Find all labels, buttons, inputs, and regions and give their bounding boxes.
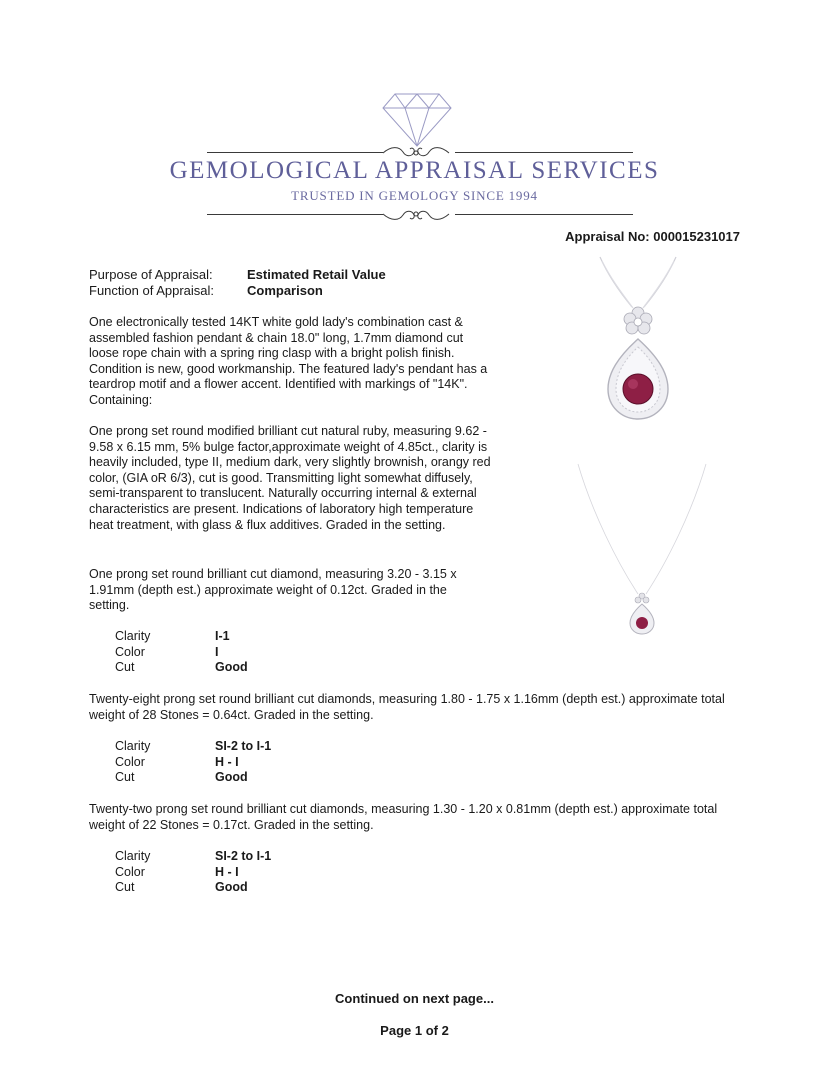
center-diamond-description: One prong set round brilliant cut diamond, measuring 3.20 - 3.15 x 1.91mm (depth est.) approximate weight of 0.12ct. Graded in the setting. [89,567,457,613]
diamond-logo-icon [381,90,453,148]
color-value: H - I [215,864,239,879]
header-rule-top-right [455,152,633,153]
organization-name: GEMOLOGICAL APPRAISAL SERVICES [169,157,660,184]
cut-value: Good [215,770,248,785]
page-number: Page 1 of 2 [380,1023,449,1038]
cut-value: Good [215,660,248,675]
clarity-label: Clarity [115,849,151,863]
function-row [89,283,323,299]
function-label: Function of Appraisal: [89,283,215,298]
ruby-description: One prong set round modified brilliant cut natural ruby, measuring 9.62 - 9.58 x 6.15 mm, 5% bulge factor,approximate weight of 4.85ct., clarity is heavily included, type II, medium dark, very slightly brownish, orangy red color, (GIA oR 6/3), cut is good. Transmitting light somewhat diffusely, semi-transparent to translucent. Naturally occurring internal & external characteristics are present. Indications of laboratory high temperature heat treatment, with glass & flux additives. Graded in the setting. [89,424,491,532]
organization-tagline: TRUSTED IN GEMOLOGY SINCE 1994 [291,188,538,203]
item-description: One electronically tested 14KT white gold lady's combination cast & assembled fashion pendant & chain 18.0" long, 1.7mm diamond cut loose rope chain with a spring ring clasp with a bright polish finish. Condition is new, good workmanship. The featured lady's pendant has a teardrop motif and a flower accent. Identified with markings of "14K". Containing: [89,315,488,407]
purpose-value: Estimated Retail Value [247,267,386,282]
appraisal-number: Appraisal No: 000015231017 [565,229,740,244]
clarity-label: Clarity [115,739,151,753]
color-label: Color [115,754,145,769]
scroll-ornament-icon [381,205,451,223]
color-label: Color [115,644,145,659]
color-label: Color [115,864,145,879]
clarity-label: Clarity [115,629,151,643]
cut-label: Cut [115,880,135,895]
purpose-label: Purpose of Appraisal: [89,267,213,282]
continued-note: Continued on next page... [335,991,494,1006]
cut-value: Good [215,880,248,895]
header-rule-top-left [207,152,383,153]
pendant-closeup-image [588,255,688,430]
grade-block [115,739,271,786]
cut-label: Cut [115,660,135,675]
grade-block [115,849,271,896]
purpose-row [89,267,386,283]
header-rule-bottom-right [455,214,633,215]
clarity-value: SI-2 to I-1 [215,739,272,753]
clarity-value: I-1 [215,629,230,643]
clarity-value: SI-2 to I-1 [215,849,272,863]
cut-label: Cut [115,770,135,785]
accent-diamonds-22-description: Twenty-two prong set round brilliant cut diamonds, measuring 1.30 - 1.20 x 0.81mm (depth est.) approximate total weight of 22 Stones = 0.17ct. Graded in the setting. [89,802,718,832]
accent-diamonds-28-description: Twenty-eight prong set round brilliant cut diamonds, measuring 1.80 - 1.75 x 1.16mm (depth est.) approximate total weight of 28 Stones = 0.64ct. Graded in the setting. [89,692,725,722]
header-rule-bottom-left [207,214,383,215]
function-value: Comparison [247,283,323,298]
pendant-on-chain-image [572,462,712,637]
grade-block [115,629,248,676]
color-value: H - I [215,754,239,769]
color-value: I [215,644,219,659]
